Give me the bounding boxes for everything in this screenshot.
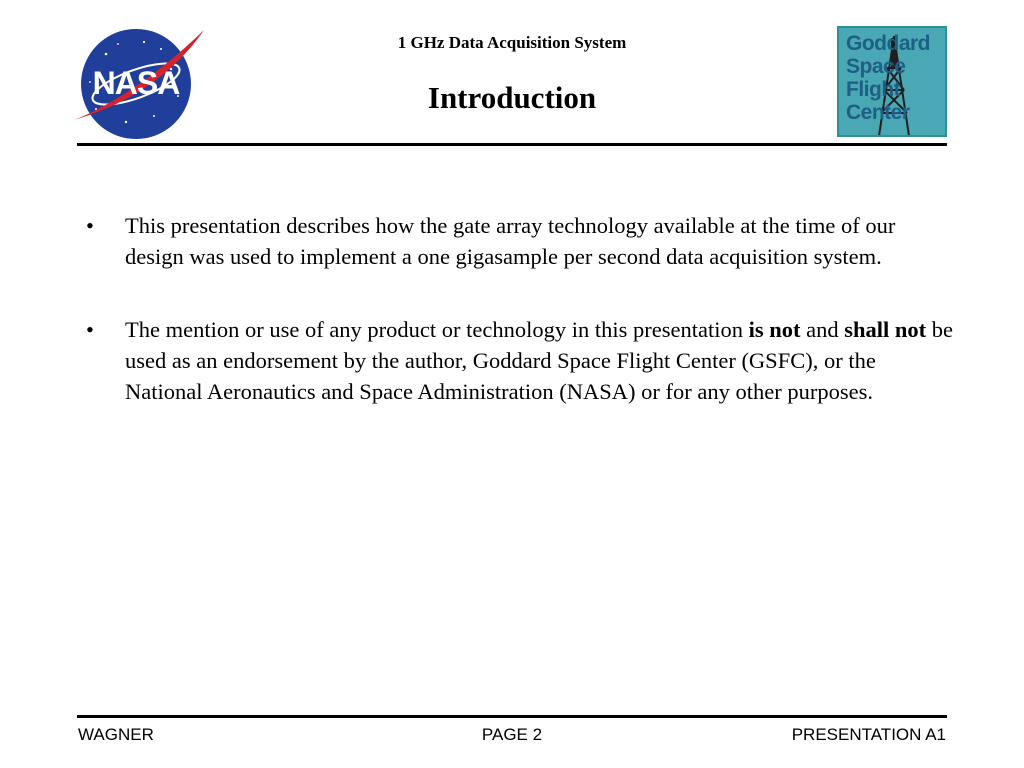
gsfc-line: Goddard xyxy=(846,32,930,55)
header-divider xyxy=(77,143,947,146)
bullet-text-part: and xyxy=(800,317,845,342)
footer-author: WAGNER xyxy=(78,725,154,744)
nasa-logo-text: NASA xyxy=(92,65,180,101)
gsfc-line: Center xyxy=(846,101,910,124)
footer-divider xyxy=(77,715,947,718)
bullet-item xyxy=(84,210,954,272)
bullet-marker: • xyxy=(86,213,94,238)
gsfc-logo-text xyxy=(846,32,947,124)
gsfc-line: Space xyxy=(846,55,906,78)
footer-page-number: PAGE 2 xyxy=(481,725,543,744)
bullet-text: This presentation describes how the gate array technology available at the time of our design was used to implement a one gigasample per second data acquisition system. xyxy=(125,213,896,269)
gsfc-line: Flight xyxy=(846,78,901,101)
footer-presentation-id: PRESENTATION A1 xyxy=(791,725,946,744)
bullet-item xyxy=(84,314,954,407)
bullet-text-part: be used as an endorsement by the author, Goddard Space Flight Center (GSFC), or the National Aeronautics and Space Administration (NASA) or for any other purposes. xyxy=(125,317,954,404)
bullet-list xyxy=(84,210,954,449)
page-title: Introduction xyxy=(427,80,597,115)
bullet-marker: • xyxy=(86,317,94,342)
bullet-text-part: The mention or use of any product or technology in this presentation xyxy=(125,317,749,342)
header-subtitle: 1 GHz Data Acquisition System xyxy=(397,33,627,52)
gsfc-logo xyxy=(837,26,947,137)
bullet-emphasis: is not xyxy=(748,317,801,342)
bullet-emphasis: shall not xyxy=(844,317,927,342)
